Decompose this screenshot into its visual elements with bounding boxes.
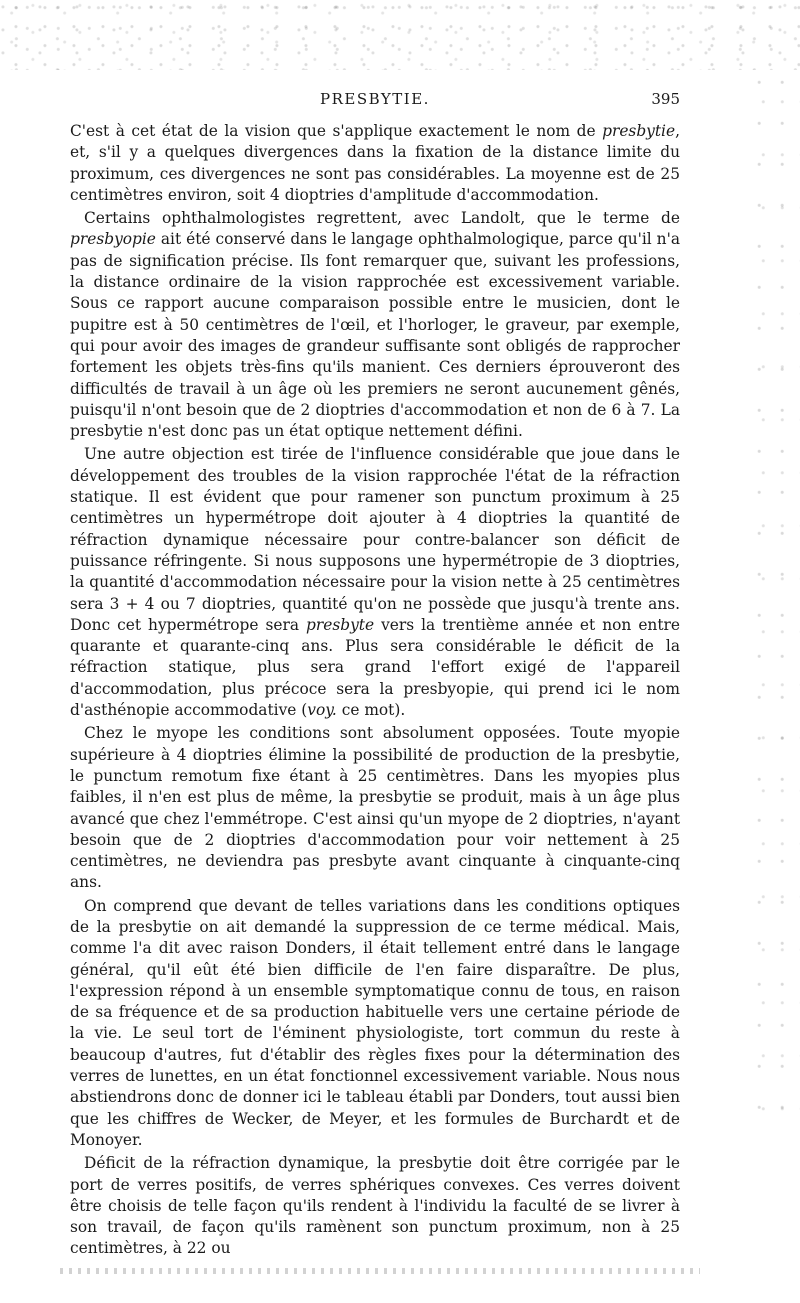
scan-noise-top xyxy=(0,0,800,70)
text-run: Déficit de la réfraction dynamique, la presbytie doit être corrigée par le port de verres positifs, de verres sphériques convexes. Ces verres doivent être choisis de telle façon qu'ils rendent à l'individu la faculté de se livrer à son travail, de façon qu'ils ramènent son punctum proximum, non à 25 centimètres, à 22 ou xyxy=(70,1154,680,1258)
paragraph xyxy=(70,121,680,206)
page-number: 395 xyxy=(651,90,680,108)
page-body xyxy=(70,121,680,1260)
text-run: ce mot). xyxy=(336,701,406,720)
text-run: Certains ophthalmologistes regrettent, avec Landolt, que le terme de xyxy=(84,209,680,228)
running-title: PRESBYTIE. xyxy=(320,90,430,108)
text-run: vers la trentième année et non entre quarante et quarante-cinq ans. Plus sera considérable le déficit de la réfraction statique, plus sera grand l'effort exigé de l'appareil d'accommodation, plus précoce sera la presbyopie, qui prend ici le nom d'asthénopie accommodative ( xyxy=(70,615,680,720)
italic-term: presbytie xyxy=(602,122,676,140)
text-run: Une autre objection est tirée de l'influence considérable que joue dans le développement des troubles de la vision rapprochée l'état de la réfraction statique. Il est évident que pour ramener son punctum proximum à 25 centimètres un hypermétrope doit ajouter à 4 dioptries la quantité de réfraction dynamique nécessaire pour contre-balancer son déficit de puissance réfringente. Si nous supposons une hypermétropie de 3 dioptries, la quantité d'accommodation nécessaire pour la vision nette à 25 centimètres sera 3 + 4 ou 7 dioptries, quantité qu'on ne possède que jusqu'à trente ans. Donc cet hypermétrope sera xyxy=(70,445,680,634)
paragraph xyxy=(70,208,680,442)
paragraph xyxy=(70,896,680,1152)
text-run: , et, s'il y a quelques divergences dans la fixation de la distance limite du proximum, ces divergences ne sont pas considérables. La moyenne est de 25 centimètres environ, soit 4 dioptries d'amplitude d'accommodation. xyxy=(70,122,680,204)
italic-term: presbyte xyxy=(306,615,375,634)
text-run: Chez le myope les conditions sont absolument opposées. Toute myopie supérieure à 4 dioptries élimine la possibilité de production de la presbytie, le punctum remotum fixe étant à 25 centimètres. Dans les myopies plus faibles, il n'en est plus de même, la presbytie se produit, mais à un âge plus avancé que chez l'emmétrope. C'est ainsi qu'un myope de 2 dioptries, n'ayant besoin que de 2 dioptries d'accommodation pour voir nettement à 25 centimètres, ne deviendra pas presbyte avant cinquante à cinquante-cinq ans. xyxy=(70,724,680,892)
text-run: On comprend que devant de telles variations dans les conditions optiques de la presbytie on ait demandé la suppression de ce terme médical. Mais, comme l'a dit avec raison Donders, il était tellement entré dans le langage général, qu'il eût été bien difficile de l'en faire disparaître. De plus, l'expression répond à un ensemble symptomatique connu de tous, en raison de sa fréquence et de sa production habituelle vers une certaine période de la vie. Le seul tort de l'éminent physiologiste, tort commun du reste à beaucoup d'autres, fut d'établir des règles fixes pour la détermination des verres de lunettes, en un état fonctionnel excessivement variable. Nous nous abstiendrons donc de donner ici le tableau établi par Donders, tout aussi bien que les chiffres de Wecker, de Meyer, et les formules de Burchardt et de Monoyer. xyxy=(70,896,680,1149)
paragraph xyxy=(70,444,680,721)
paragraph xyxy=(70,1153,680,1259)
scan-noise-bottom xyxy=(60,1268,700,1274)
scan-noise-right-margin xyxy=(750,70,800,1120)
page-header xyxy=(70,90,680,114)
text-run: ait été conservé dans le langage ophthalmologique, parce qu'il n'a pas de signification précise. Ils font remarquer que, suivant les professions, la distance ordinaire de la vision rapprochée est excessivement variable. Sous ce rapport aucune comparaison possible entre le musicien, dont le pupitre est à 50 centimètres de l'œil, et l'horloger, le graveur, par exemple, qui pour avoir des images de grandeur suffisante sont obligés de rapprocher fortement les objets très-fins qu'ils manient. Ces derniers éprouveront des difficultés de travail à un âge où les premiers ne seront aucunement gênés, puisqu'il n'ont besoin que de 2 dioptries d'accommodation et non de 6 à 7. La presbytie n'est donc pas un état optique nettement défini. xyxy=(70,230,680,441)
italic-term: presbyopie xyxy=(70,230,156,249)
paragraph xyxy=(70,723,680,893)
italic-term: voy. xyxy=(307,701,337,720)
text-run: C'est à cet état de la vision que s'applique exactement le nom de xyxy=(70,122,603,140)
